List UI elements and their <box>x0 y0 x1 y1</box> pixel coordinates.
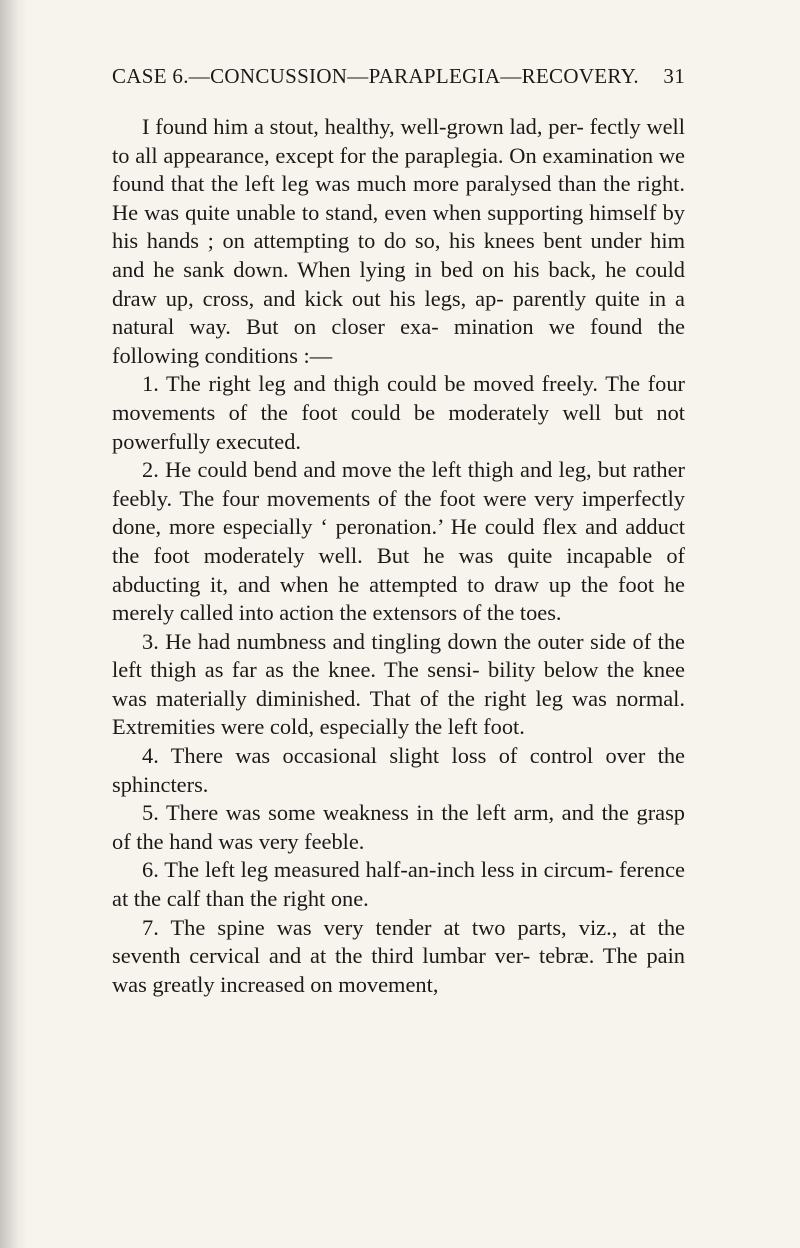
body-text <box>112 113 685 999</box>
paragraph-item-3: 3. He had numbness and tingling down the outer side of the left thigh as far as the knee. The sensi- bility below the knee was materially diminished. That of the right leg was normal. Extremities were cold, especially the left foot. <box>112 628 685 740</box>
paragraph-item-4: 4. There was occasional slight loss of control over the sphincters. <box>112 743 685 797</box>
page-gutter-shadow <box>0 0 28 1248</box>
paragraph-intro: I found him a stout, healthy, well-grown lad, per- fectly well to all appearance, except for the paraplegia. On examination we found that the left leg was much more paralysed than the right. He was quite unable to stand, even when supporting himself by his hands ; on attempting to do so, his knees bent under him and he sank down. When lying in bed on his back, he could draw up, cross, and kick out his legs, ap- parently quite in a natural way. But on closer exa- mination we found the following conditions :— <box>112 114 685 368</box>
running-header <box>112 64 685 89</box>
paragraph-item-5: 5. There was some weakness in the left arm, and the grasp of the hand was very feeble. <box>112 800 685 854</box>
paragraph-item-6: 6. The left leg measured half-an-inch less in circum- ference at the calf than the right one. <box>112 857 685 912</box>
paragraph-item-7: 7. The spine was very tender at two parts, viz., at the seventh cervical and at the third lumbar ver- tebræ. The pain was greatly increased on movement, <box>112 914 685 997</box>
paragraph-item-2: 2. He could bend and move the left thigh and leg, but rather feebly. The four movements of the foot were very imperfectly done, more especially ‘ peronation.’ He could flex and adduct the foot moderately well. But he was quite incapable of abducting it, and when he attempted to draw up the foot he merely called into action the extensors of the toes. <box>112 457 685 626</box>
paragraph-item-1: 1. The right leg and thigh could be moved freely. The four movements of the foot could be moderately well but not powerfully executed. <box>112 371 685 454</box>
page-number: 31 <box>663 64 685 88</box>
running-header-title: CASE 6.—CONCUSSION—PARAPLEGIA—RECOVERY. <box>112 64 639 88</box>
